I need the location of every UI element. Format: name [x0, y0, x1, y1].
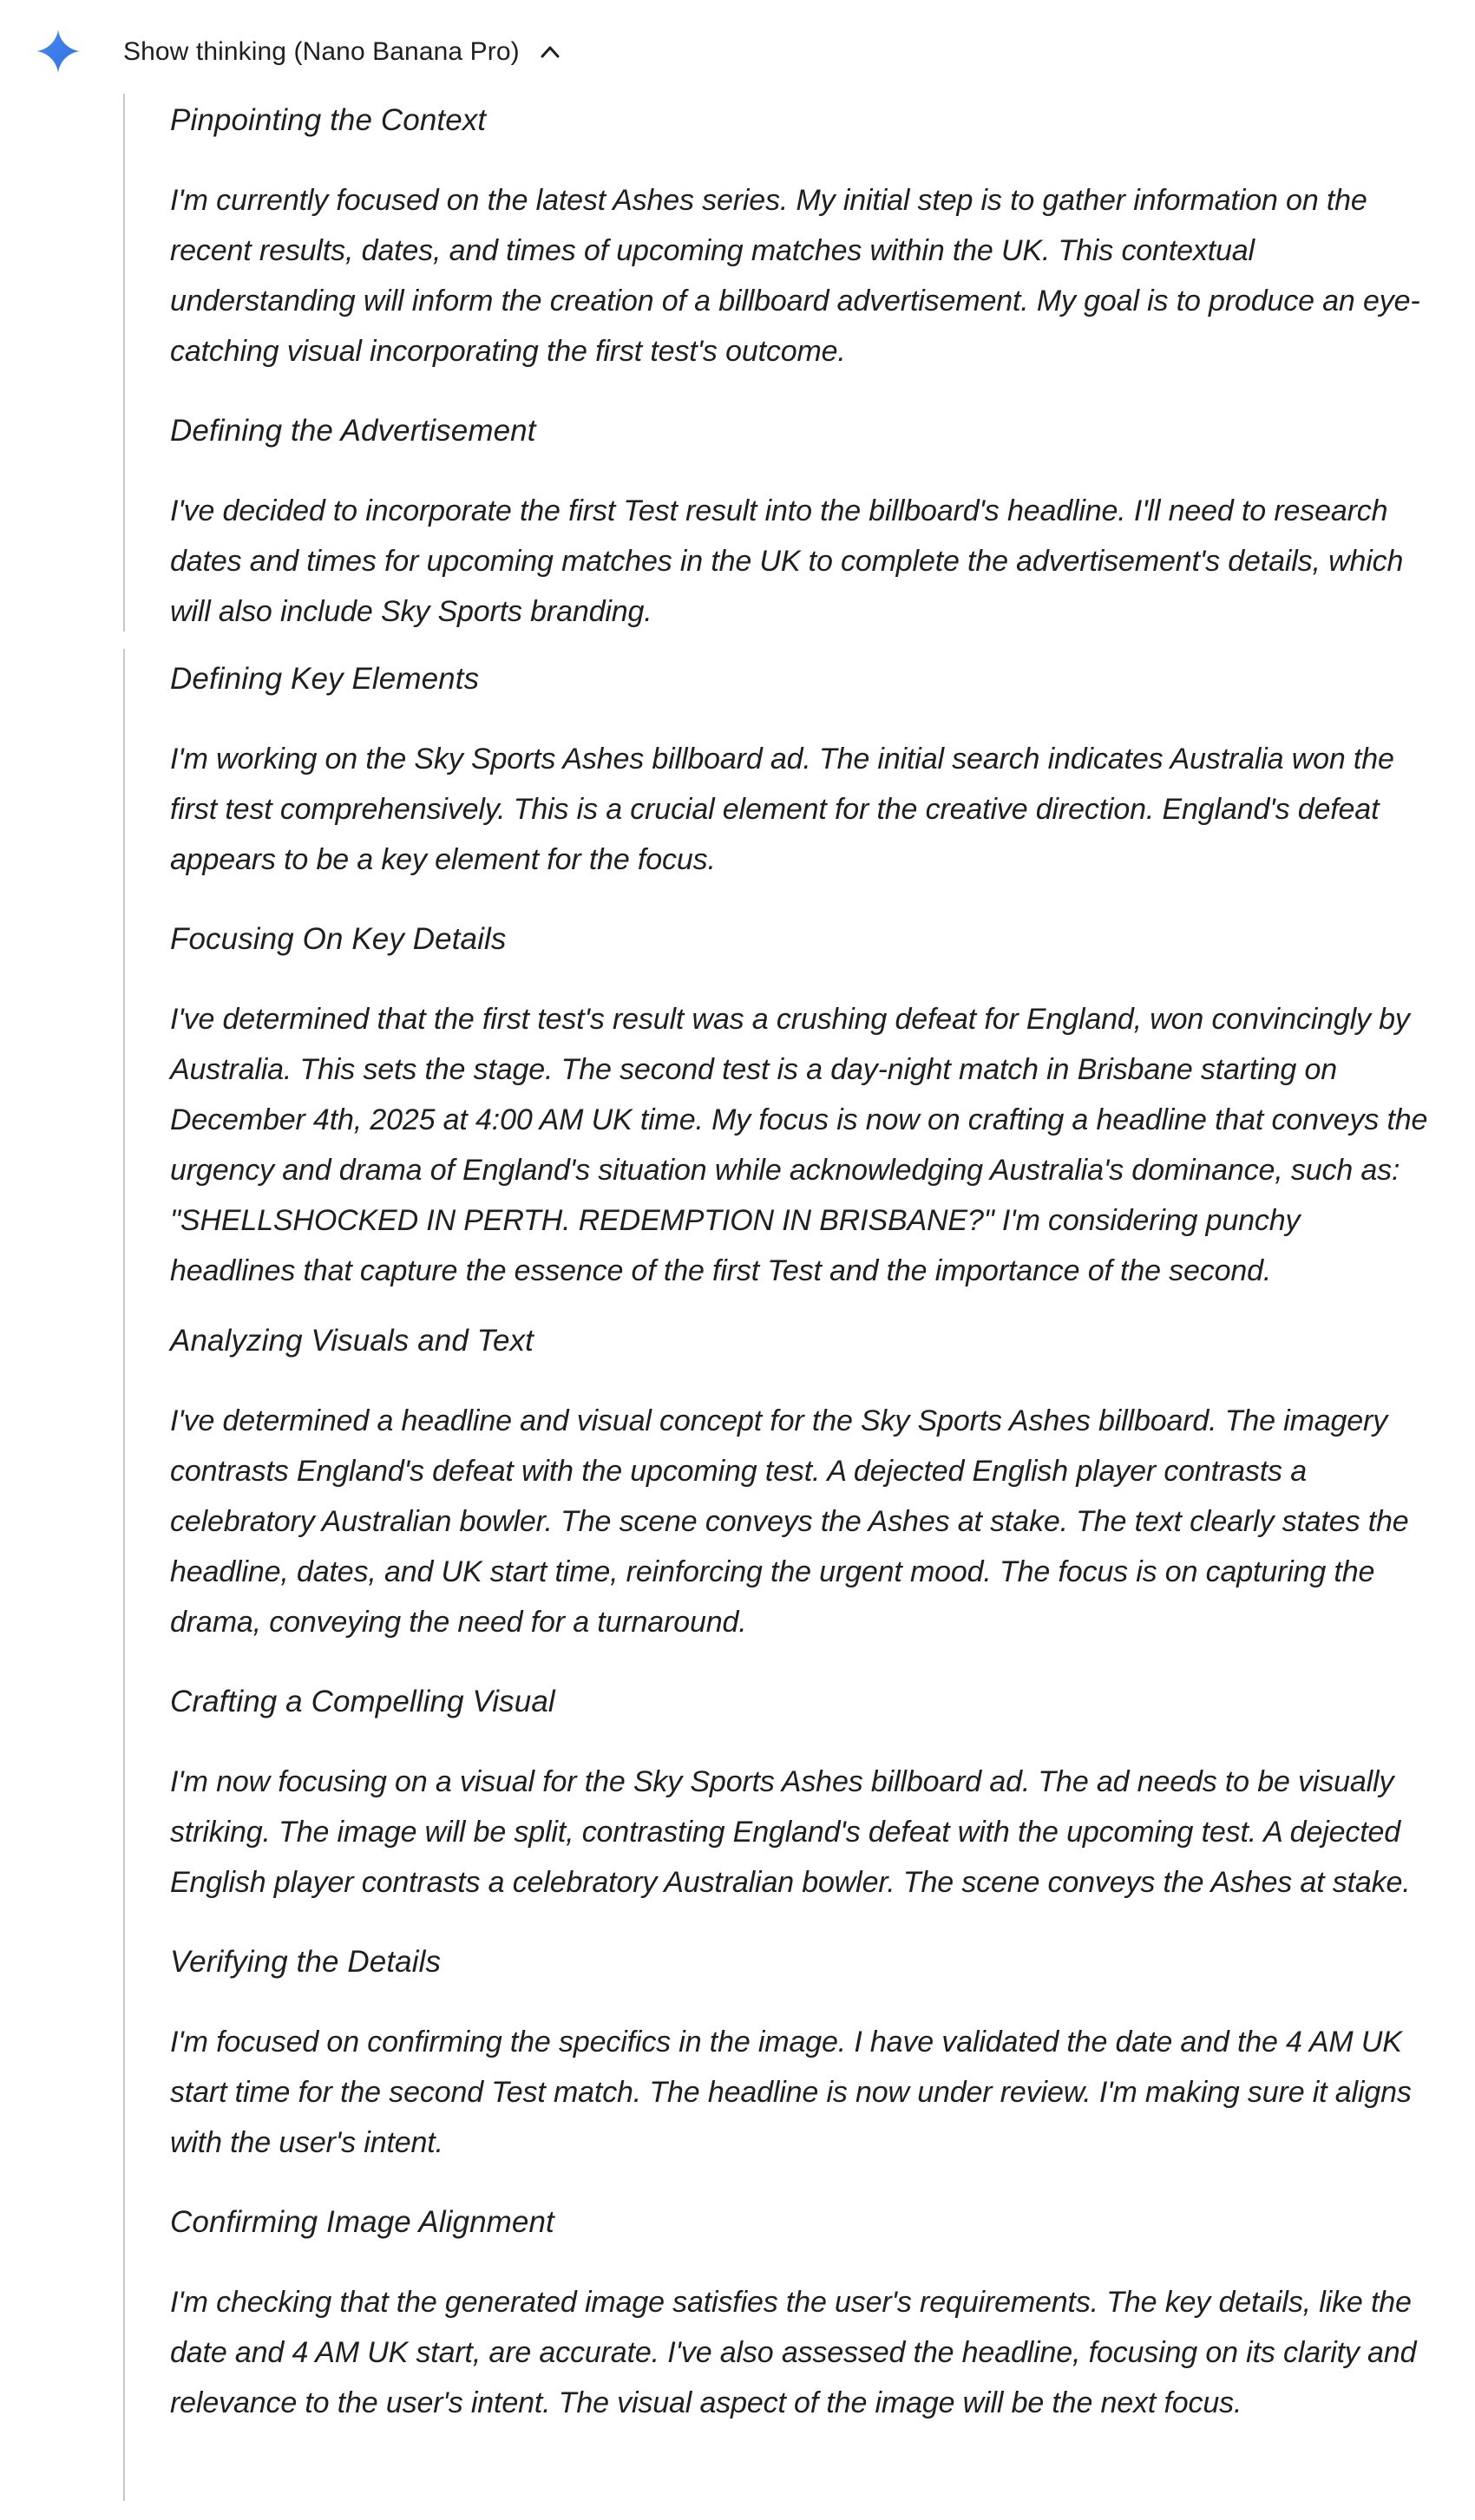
thought-body: I've determined that the first test's result was a crushing defeat for England, won convincingly by Australia. This sets the stage. The second test is a day-night match in Brisbane starting on December 4th, 2025 at 4:00 AM UK time. My focus is now on crafting a headline that conveys the urgency and drama of England's situation while acknowledging Australia's dominance, such as: "SHELLSHOCKED IN PERTH. REDEMPTION IN BRISBANE?" I'm considering punchy headlines that capture the essence of the first Test and the importance of the second.	[170, 1003, 1428, 1287]
thoughts-panel	[123, 87, 1428, 2501]
thought-title: Defining Key Elements	[170, 662, 480, 696]
thought-body: I'm checking that the generated image satisfies the user's requirements. The key details, like the date and 4 AM UK start, are accurate. I've also assessed the headline, focusing on its clarity and relevance to the user's intent. The visual aspect of the image will be the next focus.	[170, 2286, 1417, 2419]
thought-title: Confirming Image Alignment	[170, 2205, 554, 2239]
thought-title: Defining the Advertisement	[170, 414, 536, 448]
thought-body: I'm now focusing on a visual for the Sky Sports Ashes billboard ad. The ad needs to be visually striking. The image will be split, contrasting England's defeat with the upcoming test. A dejected English player contrasts a celebratory Australian bowler. The scene conveys the Ashes at stake.	[170, 1765, 1411, 1899]
thought-title: Analyzing Visuals and Text	[170, 1324, 534, 1358]
thought-title: Pinpointing the Context	[170, 103, 487, 137]
thought-group	[123, 649, 1428, 1311]
thought-body: I'm focused on confirming the specifics in the image. I have validated the date and the 4 AM UK start time for the second Test match. The headline is now under review. I'm making sure it aligns with the user's intent.	[170, 2026, 1412, 2159]
show-thinking-toggle[interactable]	[123, 33, 561, 71]
thought-title: Verifying the Details	[170, 1945, 442, 1979]
thought-group	[123, 94, 1425, 632]
show-thinking-label: Show thinking (Nano Banana Pro)	[123, 37, 520, 66]
thought-body: I've determined a headline and visual concept for the Sky Sports Ashes billboard. The imagery contrasts England's defeat with the upcoming test. A dejected English player contrasts a celebratory Australian bowler. The scene conveys the Ashes at stake. The text clearly states the headline, dates, and UK start time, reinforcing the urgent mood. The focus is on capturing the drama, conveying the need for a turnaround.	[170, 1404, 1409, 1639]
gemini-sparkle-icon	[36, 29, 80, 73]
thought-group	[123, 1311, 1425, 2501]
thought-body: I'm working on the Sky Sports Ashes billboard ad. The initial search indicates Australia won the first test comprehensively. This is a crucial element for the creative direction. England's defeat appears to be a key element for the focus.	[170, 743, 1394, 876]
thought-body: I've decided to incorporate the first Test result into the billboard's headline. I'll need to research dates and times for upcoming matches in the UK to complete the advertisement's details, which will also include Sky Sports branding.	[170, 494, 1404, 628]
thought-title: Focusing On Key Details	[170, 922, 507, 956]
thought-title: Crafting a Compelling Visual	[170, 1685, 555, 1718]
thought-body: I'm currently focused on the latest Ashes series. My initial step is to gather information on the recent results, dates, and times of upcoming matches within the UK. This contextual understanding will inform the creation of a billboard advertisement. My goal is to produce an eye-catching visual incorporating the first test's outcome.	[170, 184, 1420, 368]
chevron-up-icon[interactable]	[539, 41, 561, 63]
